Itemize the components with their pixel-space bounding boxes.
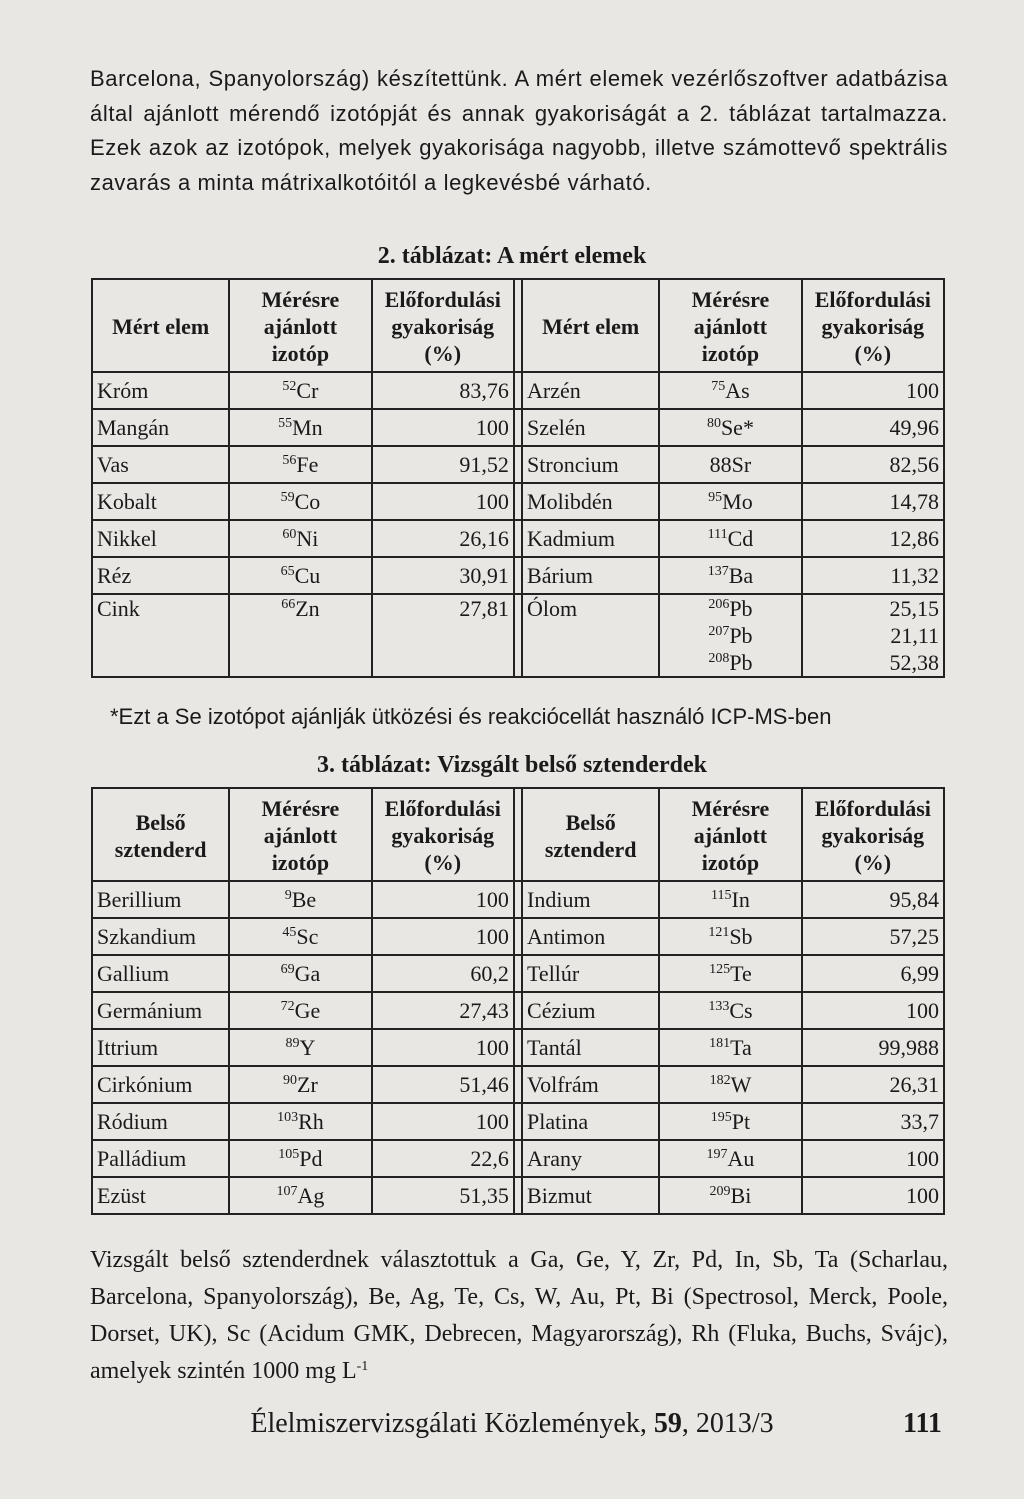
table2-header-frequency-left: Előfordulási gyakoriság (%) (372, 279, 514, 372)
frequency-cell: 100 (372, 1103, 514, 1140)
table2-header-frequency-right: Előfordulási gyakoriság (%) (802, 279, 944, 372)
frequency-cell: 57,25 (802, 918, 944, 955)
frequency-cell: 30,91 (372, 557, 514, 594)
isotope-cell (229, 483, 371, 520)
table-gap (514, 594, 522, 677)
isotope-cell (659, 446, 801, 483)
element-name-cell: Arany (522, 1140, 659, 1177)
isotope-symbol: Bi (730, 1182, 752, 1208)
frequency-cell: 6,99 (802, 955, 944, 992)
isotope-mass: 60 (282, 526, 297, 542)
isotope-mass: 111 (707, 526, 728, 542)
element-name-cell: Arzén (522, 372, 659, 409)
table2-header-element-left: Mért elem (92, 279, 229, 372)
table-row (92, 1029, 944, 1066)
isotope-mass: 65 (280, 563, 295, 579)
frequency-cell: 26,31 (802, 1066, 944, 1103)
isotope-symbol: Cs (729, 997, 753, 1023)
isotope-mass: 89 (285, 1035, 300, 1051)
isotope-symbol: Ge (294, 997, 321, 1023)
frequency-cell: 11,32 (802, 557, 944, 594)
frequency-cell: 100 (372, 881, 514, 918)
isotope-mass: 72 (280, 998, 295, 1014)
element-name-cell: Réz (92, 557, 229, 594)
element-name-cell: Vas (92, 446, 229, 483)
frequency-cell (802, 594, 944, 677)
frequency-cell: 100 (802, 1140, 944, 1177)
element-name-cell: Volfrám (522, 1066, 659, 1103)
closing-paragraph (90, 1242, 948, 1390)
frequency-cell: 100 (372, 483, 514, 520)
frequency-cell: 99,988 (802, 1029, 944, 1066)
element-name-cell: Bizmut (522, 1177, 659, 1214)
isotope-mass: 9 (284, 887, 292, 903)
isotope-line (664, 622, 796, 649)
isotope-mass: 125 (709, 961, 731, 977)
isotope-cell (229, 1140, 371, 1177)
isotope-cell (229, 1103, 371, 1140)
frequency-cell: 27,81 (372, 594, 514, 677)
isotope-symbol: Mn (292, 414, 323, 440)
isotope-cell (229, 881, 371, 918)
frequency-cell: 14,78 (802, 483, 944, 520)
isotope-cell (229, 955, 371, 992)
isotope-line (664, 595, 796, 622)
table3-header-isotope-right: Mérésre ajánlott izotóp (659, 788, 801, 881)
isotope-mass: 195 (710, 1109, 732, 1125)
isotope-mass: 56 (282, 452, 297, 468)
table-gap (514, 1103, 522, 1140)
element-name-cell: Bárium (522, 557, 659, 594)
element-name-cell: Cink (92, 594, 229, 677)
isotope-cell (659, 1103, 801, 1140)
isotope-symbol: Ag (297, 1182, 325, 1208)
frequency-line: 21,11 (890, 623, 939, 648)
journal-volume: 59 (653, 1408, 682, 1439)
isotope-cell (229, 992, 371, 1029)
isotope-cell (229, 1177, 371, 1214)
isotope-symbol: Sb (729, 923, 753, 949)
table3-header-isotope-left: Mérésre ajánlott izotóp (229, 788, 371, 881)
table-row (92, 992, 944, 1029)
table-row (92, 881, 944, 918)
isotope-symbol: Sc (296, 923, 319, 949)
table-gap (514, 279, 522, 372)
isotope-mass: 69 (280, 961, 295, 977)
element-name-cell: Germánium (92, 992, 229, 1029)
isotope-cell (659, 483, 801, 520)
isotope-mass: 121 (708, 924, 730, 940)
isotope-mass: 90 (283, 1072, 298, 1088)
element-name-cell: Ezüst (92, 1177, 229, 1214)
frequency-cell: 82,56 (802, 446, 944, 483)
element-name-cell: Ólom (522, 594, 659, 677)
frequency-line: 52,38 (889, 650, 939, 675)
frequency-cell: 60,2 (372, 955, 514, 992)
table-gap (514, 992, 522, 1029)
frequency-cell: 100 (802, 992, 944, 1029)
unit-exponent: -1 (356, 1359, 369, 1374)
isotope-cell (659, 918, 801, 955)
frequency-cell: 51,46 (372, 1066, 514, 1103)
table-gap (514, 1029, 522, 1066)
isotope-mass: 59 (280, 489, 295, 505)
isotope-cell (659, 409, 801, 446)
isotope-mass: 208 (708, 651, 730, 666)
isotope-cell (659, 881, 801, 918)
table-gap (514, 1140, 522, 1177)
frequency-line: 25,15 (889, 596, 939, 621)
table-gap (514, 557, 522, 594)
table-internal-standards (91, 787, 945, 1215)
isotope-cell (229, 918, 371, 955)
element-name-cell: Króm (92, 372, 229, 409)
element-name-cell: Berillium (92, 881, 229, 918)
isotope-cell (659, 520, 801, 557)
isotope-symbol: Be (291, 886, 317, 912)
table-row (92, 557, 944, 594)
isotope-cell (659, 372, 801, 409)
element-name-cell: Szelén (522, 409, 659, 446)
journal-footer (0, 1408, 1024, 1440)
isotope-cell (229, 1066, 371, 1103)
table-gap (514, 483, 522, 520)
isotope-mass: 107 (276, 1183, 298, 1199)
isotope-cell (659, 1066, 801, 1103)
isotope-cell (229, 372, 371, 409)
intro-paragraph: Barcelona, Spanyolország) készítettünk. A mért elemek vezérlőszoftver adatbázisa által ajánlott mérendő izotópját és annak gyakoriságát a 2. táblázat tartalmazza. Ezek azok az izotópok, melyek gyakorisága nagyobb, illetve számottevő spektrális zavarás a minta mátrixalkotóitól a legkevésbé várható. (90, 66, 948, 195)
isotope-symbol: W (730, 1071, 752, 1097)
isotope-symbol: Pb (729, 623, 753, 648)
element-name-cell: Nikkel (92, 520, 229, 557)
table2-header-row (92, 279, 944, 372)
isotope-cell (229, 594, 371, 677)
isotope-symbol: Cr (296, 377, 319, 403)
element-name-cell: Gallium (92, 955, 229, 992)
frequency-cell: 49,96 (802, 409, 944, 446)
table3-header-frequency-left: Előfordulási gyakoriság (%) (372, 788, 514, 881)
element-name-cell: Szkandium (92, 918, 229, 955)
isotope-symbol: Cd (727, 525, 754, 551)
table2-header-isotope-left: Mérésre ajánlott izotóp (229, 279, 371, 372)
table3-header-frequency-right: Előfordulási gyakoriság (%) (802, 788, 944, 881)
isotope-mass: 207 (708, 624, 730, 639)
table2-footnote: *Ezt a Se izotópot ajánlják ütközési és reakciócellát használó ICP-MS-ben (110, 704, 832, 729)
table3-header-standard-right: Belső sztenderd (522, 788, 659, 881)
frequency-cell: 51,35 (372, 1177, 514, 1214)
isotope-symbol: Pt (731, 1108, 751, 1134)
table-gap (514, 372, 522, 409)
table-row (92, 409, 944, 446)
isotope-cell (229, 557, 371, 594)
element-name-cell: Tantál (522, 1029, 659, 1066)
isotope-cell (229, 520, 371, 557)
isotope-symbol: As (725, 377, 750, 403)
table-gap (514, 409, 522, 446)
element-name-cell: Cirkónium (92, 1066, 229, 1103)
isotope-symbol: Ta (730, 1034, 752, 1060)
frequency-cell: 83,76 (372, 372, 514, 409)
frequency-cell: 100 (372, 918, 514, 955)
isotope-cell (229, 409, 371, 446)
isotope-symbol: Au (727, 1145, 755, 1171)
isotope-cell (659, 557, 801, 594)
isotope-mass: 137 (707, 563, 729, 579)
table-row (92, 594, 944, 677)
element-name-cell: Indium (522, 881, 659, 918)
isotope-symbol: Co (294, 488, 321, 514)
table-row (92, 446, 944, 483)
frequency-cell: 100 (802, 1177, 944, 1214)
isotope-symbol: Fe (296, 451, 319, 477)
element-name-cell: Tellúr (522, 955, 659, 992)
journal-name: Élelmiszervizsgálati Közlemények, (250, 1408, 647, 1439)
table-row (92, 1066, 944, 1103)
table2-header-isotope-right: Mérésre ajánlott izotóp (659, 279, 801, 372)
isotope-cell (659, 1177, 801, 1214)
isotope-mass: 181 (709, 1035, 731, 1051)
isotope-cell (229, 1029, 371, 1066)
isotope-symbol: Te (730, 960, 752, 986)
element-name-cell: Platina (522, 1103, 659, 1140)
isotope-symbol: Ba (728, 562, 754, 588)
isotope-mass: 52 (282, 378, 297, 394)
isotope-cell (659, 1029, 801, 1066)
table-row (92, 955, 944, 992)
element-name-cell: Ródium (92, 1103, 229, 1140)
isotope-cell (659, 594, 801, 677)
table-gap (514, 520, 522, 557)
isotope-symbol: Pb (729, 650, 753, 675)
element-name-cell: Cézium (522, 992, 659, 1029)
isotope-symbol: Ga (294, 960, 321, 986)
isotope-symbol: Zn (295, 596, 320, 621)
isotope-symbol: Se* (720, 414, 754, 440)
element-name-cell: Kobalt (92, 483, 229, 520)
isotope-mass: 206 (708, 597, 730, 612)
table-row (92, 372, 944, 409)
isotope-mass: 103 (277, 1109, 299, 1125)
element-name-cell: Kadmium (522, 520, 659, 557)
isotope-symbol: Pb (729, 596, 753, 621)
isotope-symbol: Ni (296, 525, 319, 551)
element-name-cell: Molibdén (522, 483, 659, 520)
frequency-cell: 26,16 (372, 520, 514, 557)
isotope-mass: 182 (709, 1072, 731, 1088)
isotope-symbol: Pd (299, 1145, 323, 1171)
isotope-symbol: Y (299, 1034, 316, 1060)
isotope-mass: 105 (278, 1146, 300, 1162)
table-gap (514, 881, 522, 918)
table-row (92, 918, 944, 955)
frequency-cell: 91,52 (372, 446, 514, 483)
frequency-cell: 27,43 (372, 992, 514, 1029)
table-gap (514, 1066, 522, 1103)
table-gap (514, 918, 522, 955)
isotope-line (664, 649, 796, 676)
element-name-cell: Ittrium (92, 1029, 229, 1066)
table3-header-standard-left: Belső sztenderd (92, 788, 229, 881)
table-measured-elements (91, 278, 945, 678)
table-row (92, 483, 944, 520)
isotope-symbol: Rh (298, 1108, 324, 1134)
isotope-cell (659, 992, 801, 1029)
table-gap (514, 955, 522, 992)
element-name-cell: Palládium (92, 1140, 229, 1177)
table-gap (514, 1177, 522, 1214)
isotope-mass: 115 (711, 887, 732, 903)
isotope-cell (229, 446, 371, 483)
table2-caption: 2. táblázat: A mért elemek (377, 243, 647, 269)
element-name-cell: Stroncium (522, 446, 659, 483)
frequency-cell: 22,6 (372, 1140, 514, 1177)
table3-caption: 3. táblázat: Vizsgált belső sztenderdek (317, 752, 707, 778)
isotope-mass: 45 (282, 924, 297, 940)
journal-issue: , 2013/3 (681, 1408, 774, 1439)
closing-text: Vizsgált belső sztenderdnek választottuk a Ga, Ge, Y, Zr, Pd, In, Sb, Ta (Scharlau, Barcelona, Spanyolország), Be, Ag, Te, Cs, W, Au, Pt, Bi (Spectrosol, Merck, Poole, Dorset, UK), Sc (Acidum GMK, Debrecen, Magyarország), Rh (Fluka, Buchs, Svájc), amelyek szintén 1000 mg L (90, 1247, 948, 1384)
frequency-cell: 33,7 (802, 1103, 944, 1140)
isotope-mass: 75 (711, 378, 726, 394)
table3-header-row (92, 788, 944, 881)
isotope-mass: 66 (281, 597, 296, 612)
table-row (92, 1140, 944, 1177)
table-gap (514, 446, 522, 483)
isotope-symbol: 88Sr (709, 451, 752, 477)
isotope-cell (659, 955, 801, 992)
table-row (92, 520, 944, 557)
isotope-mass: 209 (709, 1183, 731, 1199)
table2-header-element-right: Mért elem (522, 279, 659, 372)
element-name-cell: Antimon (522, 918, 659, 955)
frequency-cell: 100 (372, 1029, 514, 1066)
frequency-cell: 100 (372, 409, 514, 446)
page-number: 111 (903, 1408, 942, 1439)
isotope-symbol: In (731, 886, 750, 912)
isotope-mass: 80 (706, 415, 721, 431)
isotope-symbol: Cu (294, 562, 321, 588)
table-row (92, 1177, 944, 1214)
isotope-symbol: Mo (722, 488, 753, 514)
isotope-symbol: Zr (297, 1071, 318, 1097)
isotope-mass: 197 (706, 1146, 728, 1162)
table-gap (514, 788, 522, 881)
isotope-mass: 95 (708, 489, 723, 505)
isotope-mass: 133 (708, 998, 730, 1014)
element-name-cell: Mangán (92, 409, 229, 446)
frequency-cell: 12,86 (802, 520, 944, 557)
frequency-cell: 95,84 (802, 881, 944, 918)
isotope-mass: 55 (278, 415, 293, 431)
isotope-cell (659, 1140, 801, 1177)
table-row (92, 1103, 944, 1140)
frequency-cell: 100 (802, 372, 944, 409)
